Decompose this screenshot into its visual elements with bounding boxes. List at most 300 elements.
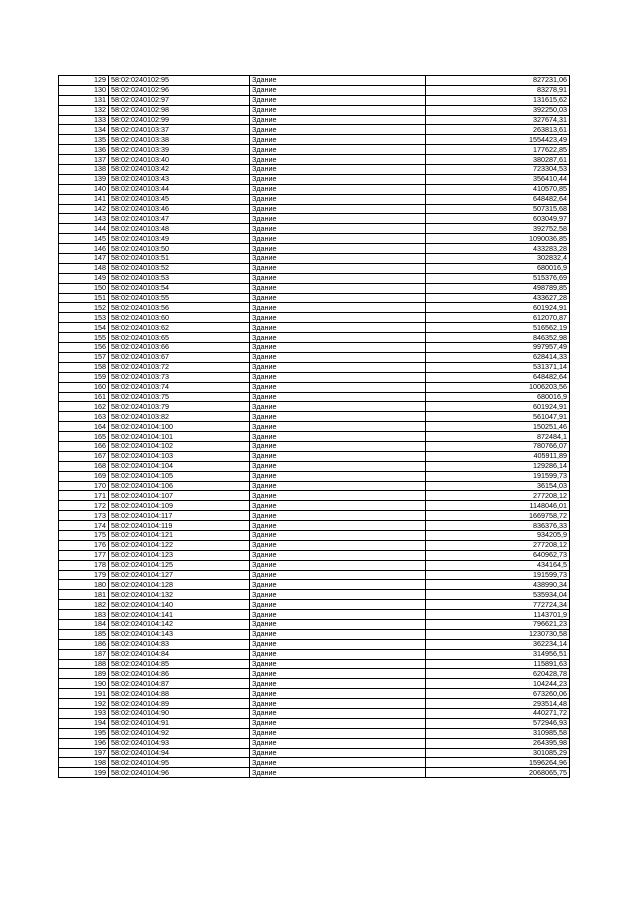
row-number-cell: 195 <box>59 728 109 738</box>
table-row <box>59 402 570 412</box>
object-type-cell: Здание <box>250 135 426 145</box>
table-row <box>59 352 570 362</box>
object-type-cell: Здание <box>250 155 426 165</box>
cadastral-number-cell: 58:02:0240103:79 <box>109 402 250 412</box>
cadastral-number-cell: 58:02:0240104:122 <box>109 540 250 550</box>
table-row <box>59 422 570 432</box>
value-cell: 1006203,56 <box>426 382 570 392</box>
row-number-cell: 188 <box>59 659 109 669</box>
row-number-cell: 187 <box>59 649 109 659</box>
row-number-cell: 198 <box>59 758 109 768</box>
value-cell: 433627,28 <box>426 293 570 303</box>
cadastral-number-cell: 58:02:0240104:117 <box>109 511 250 521</box>
value-cell: 648482,64 <box>426 372 570 382</box>
row-number-cell: 196 <box>59 738 109 748</box>
table-row <box>59 303 570 313</box>
cadastral-number-cell: 58:02:0240103:73 <box>109 372 250 382</box>
cadastral-number-cell: 58:02:0240103:45 <box>109 194 250 204</box>
cadastral-number-cell: 58:02:0240103:66 <box>109 343 250 353</box>
table-row <box>59 194 570 204</box>
cadastral-number-cell: 58:02:0240103:48 <box>109 224 250 234</box>
object-type-cell: Здание <box>250 333 426 343</box>
value-cell: 356410,44 <box>426 174 570 184</box>
object-type-cell: Здание <box>250 530 426 540</box>
object-type-cell: Здание <box>250 343 426 353</box>
cadastral-number-cell: 58:02:0240104:87 <box>109 679 250 689</box>
cadastral-number-cell: 58:02:0240104:90 <box>109 709 250 719</box>
value-cell: 2068065,75 <box>426 768 570 778</box>
cadastral-number-cell: 58:02:0240104:83 <box>109 639 250 649</box>
object-type-cell: Здание <box>250 590 426 600</box>
table-row <box>59 234 570 244</box>
row-number-cell: 134 <box>59 125 109 135</box>
cadastral-number-cell: 58:02:0240103:43 <box>109 174 250 184</box>
row-number-cell: 173 <box>59 511 109 521</box>
object-type-cell: Здание <box>250 540 426 550</box>
cadastral-number-cell: 58:02:0240103:53 <box>109 273 250 283</box>
table-row <box>59 174 570 184</box>
table-row <box>59 95 570 105</box>
value-cell: 438990,34 <box>426 580 570 590</box>
table-row <box>59 333 570 343</box>
row-number-cell: 130 <box>59 85 109 95</box>
value-cell: 310985,58 <box>426 728 570 738</box>
object-type-cell: Здание <box>250 263 426 273</box>
cadastral-number-cell: 58:02:0240103:47 <box>109 214 250 224</box>
cadastral-number-cell: 58:02:0240104:91 <box>109 718 250 728</box>
table-row <box>59 699 570 709</box>
object-type-cell: Здание <box>250 728 426 738</box>
object-type-cell: Здание <box>250 283 426 293</box>
value-cell: 263813,61 <box>426 125 570 135</box>
cadastral-number-cell: 58:02:0240104:141 <box>109 610 250 620</box>
row-number-cell: 192 <box>59 699 109 709</box>
cadastral-number-cell: 58:02:0240104:143 <box>109 629 250 639</box>
value-cell: 1090036,85 <box>426 234 570 244</box>
value-cell: 872484,1 <box>426 432 570 442</box>
value-cell: 327674,31 <box>426 115 570 125</box>
data-table <box>58 75 570 778</box>
object-type-cell: Здание <box>250 521 426 531</box>
object-type-cell: Здание <box>250 323 426 333</box>
table-row <box>59 372 570 382</box>
table-row <box>59 728 570 738</box>
table-row <box>59 451 570 461</box>
row-number-cell: 158 <box>59 362 109 372</box>
row-number-cell: 172 <box>59 501 109 511</box>
row-number-cell: 180 <box>59 580 109 590</box>
value-cell: 1669758,72 <box>426 511 570 521</box>
cadastral-number-cell: 58:02:0240104:106 <box>109 481 250 491</box>
row-number-cell: 154 <box>59 323 109 333</box>
row-number-cell: 163 <box>59 412 109 422</box>
table-row <box>59 362 570 372</box>
cadastral-number-cell: 58:02:0240103:42 <box>109 165 250 175</box>
value-cell: 191599,73 <box>426 471 570 481</box>
value-cell: 640962,73 <box>426 550 570 560</box>
value-cell: 827231,06 <box>426 76 570 86</box>
value-cell: 780766,07 <box>426 441 570 451</box>
cadastral-number-cell: 58:02:0240104:84 <box>109 649 250 659</box>
cadastral-number-cell: 58:02:0240104:140 <box>109 600 250 610</box>
row-number-cell: 131 <box>59 95 109 105</box>
row-number-cell: 170 <box>59 481 109 491</box>
object-type-cell: Здание <box>250 105 426 115</box>
table-row <box>59 204 570 214</box>
row-number-cell: 139 <box>59 174 109 184</box>
value-cell: 264395,98 <box>426 738 570 748</box>
object-type-cell: Здание <box>250 254 426 264</box>
object-type-cell: Здание <box>250 451 426 461</box>
row-number-cell: 146 <box>59 244 109 254</box>
cadastral-number-cell: 58:02:0240104:125 <box>109 560 250 570</box>
object-type-cell: Здание <box>250 768 426 778</box>
object-type-cell: Здание <box>250 303 426 313</box>
row-number-cell: 181 <box>59 590 109 600</box>
table-row <box>59 689 570 699</box>
cadastral-number-cell: 58:02:0240103:82 <box>109 412 250 422</box>
table-row <box>59 155 570 165</box>
value-cell: 1230730,58 <box>426 629 570 639</box>
table-row <box>59 758 570 768</box>
object-type-cell: Здание <box>250 194 426 204</box>
cadastral-number-cell: 58:02:0240103:60 <box>109 313 250 323</box>
value-cell: 362234,14 <box>426 639 570 649</box>
cadastral-number-cell: 58:02:0240103:65 <box>109 333 250 343</box>
object-type-cell: Здание <box>250 511 426 521</box>
value-cell: 83278,91 <box>426 85 570 95</box>
row-number-cell: 185 <box>59 629 109 639</box>
value-cell: 628414,33 <box>426 352 570 362</box>
row-number-cell: 175 <box>59 530 109 540</box>
value-cell: 293514,48 <box>426 699 570 709</box>
table-row <box>59 738 570 748</box>
cadastral-number-cell: 58:02:0240104:104 <box>109 461 250 471</box>
cadastral-number-cell: 58:02:0240104:103 <box>109 451 250 461</box>
cadastral-number-cell: 58:02:0240104:89 <box>109 699 250 709</box>
table-row <box>59 511 570 521</box>
object-type-cell: Здание <box>250 372 426 382</box>
value-cell: 507315,68 <box>426 204 570 214</box>
cadastral-number-cell: 58:02:0240104:128 <box>109 580 250 590</box>
value-cell: 796621,23 <box>426 619 570 629</box>
row-number-cell: 147 <box>59 254 109 264</box>
row-number-cell: 136 <box>59 145 109 155</box>
value-cell: 301085,29 <box>426 748 570 758</box>
value-cell: 410570,85 <box>426 184 570 194</box>
object-type-cell: Здание <box>250 501 426 511</box>
object-type-cell: Здание <box>250 560 426 570</box>
table-row <box>59 629 570 639</box>
cadastral-number-cell: 58:02:0240103:72 <box>109 362 250 372</box>
cadastral-number-cell: 58:02:0240104:119 <box>109 521 250 531</box>
row-number-cell: 166 <box>59 441 109 451</box>
cadastral-number-cell: 58:02:0240104:93 <box>109 738 250 748</box>
cadastral-number-cell: 58:02:0240104:101 <box>109 432 250 442</box>
row-number-cell: 164 <box>59 422 109 432</box>
object-type-cell: Здание <box>250 461 426 471</box>
object-type-cell: Здание <box>250 125 426 135</box>
object-type-cell: Здание <box>250 649 426 659</box>
object-type-cell: Здание <box>250 204 426 214</box>
object-type-cell: Здание <box>250 174 426 184</box>
object-type-cell: Здание <box>250 76 426 86</box>
cadastral-number-cell: 58:02:0240103:52 <box>109 263 250 273</box>
cadastral-number-cell: 58:02:0240103:51 <box>109 254 250 264</box>
table-row <box>59 293 570 303</box>
cadastral-number-cell: 58:02:0240103:39 <box>109 145 250 155</box>
table-row <box>59 530 570 540</box>
table-row <box>59 115 570 125</box>
object-type-cell: Здание <box>250 570 426 580</box>
table-row <box>59 659 570 669</box>
object-type-cell: Здание <box>250 422 426 432</box>
table-row <box>59 283 570 293</box>
value-cell: 380287,61 <box>426 155 570 165</box>
object-type-cell: Здание <box>250 224 426 234</box>
value-cell: 191599,73 <box>426 570 570 580</box>
row-number-cell: 186 <box>59 639 109 649</box>
row-number-cell: 155 <box>59 333 109 343</box>
object-type-cell: Здание <box>250 115 426 125</box>
row-number-cell: 152 <box>59 303 109 313</box>
table-row <box>59 580 570 590</box>
table-row <box>59 145 570 155</box>
object-type-cell: Здание <box>250 184 426 194</box>
object-type-cell: Здание <box>250 382 426 392</box>
object-type-cell: Здание <box>250 95 426 105</box>
table-row <box>59 590 570 600</box>
value-cell: 405911,89 <box>426 451 570 461</box>
object-type-cell: Здание <box>250 273 426 283</box>
table-row <box>59 481 570 491</box>
cadastral-number-cell: 58:02:0240102:98 <box>109 105 250 115</box>
cadastral-number-cell: 58:02:0240103:67 <box>109 352 250 362</box>
value-cell: 620428,78 <box>426 669 570 679</box>
table-row <box>59 273 570 283</box>
row-number-cell: 194 <box>59 718 109 728</box>
cadastral-number-cell: 58:02:0240104:142 <box>109 619 250 629</box>
object-type-cell: Здание <box>250 718 426 728</box>
row-number-cell: 141 <box>59 194 109 204</box>
table-row <box>59 669 570 679</box>
cadastral-number-cell: 58:02:0240103:46 <box>109 204 250 214</box>
row-number-cell: 189 <box>59 669 109 679</box>
row-number-cell: 153 <box>59 313 109 323</box>
object-type-cell: Здание <box>250 432 426 442</box>
value-cell: 115891,63 <box>426 659 570 669</box>
value-cell: 392250,03 <box>426 105 570 115</box>
table-row <box>59 76 570 86</box>
cadastral-number-cell: 58:02:0240102:97 <box>109 95 250 105</box>
cadastral-number-cell: 58:02:0240104:86 <box>109 669 250 679</box>
row-number-cell: 148 <box>59 263 109 273</box>
table-row <box>59 570 570 580</box>
table-row <box>59 550 570 560</box>
value-cell: 601924,91 <box>426 303 570 313</box>
cadastral-number-cell: 58:02:0240104:100 <box>109 422 250 432</box>
row-number-cell: 156 <box>59 343 109 353</box>
value-cell: 392752,58 <box>426 224 570 234</box>
object-type-cell: Здание <box>250 481 426 491</box>
table-row <box>59 313 570 323</box>
row-number-cell: 165 <box>59 432 109 442</box>
row-number-cell: 178 <box>59 560 109 570</box>
row-number-cell: 182 <box>59 600 109 610</box>
value-cell: 440271,72 <box>426 709 570 719</box>
value-cell: 177622,85 <box>426 145 570 155</box>
object-type-cell: Здание <box>250 758 426 768</box>
cadastral-number-cell: 58:02:0240102:99 <box>109 115 250 125</box>
value-cell: 673260,06 <box>426 689 570 699</box>
object-type-cell: Здание <box>250 491 426 501</box>
value-cell: 104244,23 <box>426 679 570 689</box>
object-type-cell: Здание <box>250 689 426 699</box>
value-cell: 535934,04 <box>426 590 570 600</box>
row-number-cell: 174 <box>59 521 109 531</box>
table-row <box>59 105 570 115</box>
table-row <box>59 441 570 451</box>
object-type-cell: Здание <box>250 214 426 224</box>
table-row <box>59 85 570 95</box>
object-type-cell: Здание <box>250 619 426 629</box>
cadastral-number-cell: 58:02:0240104:95 <box>109 758 250 768</box>
table-row <box>59 600 570 610</box>
value-cell: 277208,12 <box>426 540 570 550</box>
row-number-cell: 161 <box>59 392 109 402</box>
cadastral-number-cell: 58:02:0240104:121 <box>109 530 250 540</box>
table-row <box>59 382 570 392</box>
row-number-cell: 150 <box>59 283 109 293</box>
table-row <box>59 214 570 224</box>
object-type-cell: Здание <box>250 165 426 175</box>
table-row <box>59 709 570 719</box>
table-row <box>59 521 570 531</box>
object-type-cell: Здание <box>250 293 426 303</box>
cadastral-number-cell: 58:02:0240103:37 <box>109 125 250 135</box>
row-number-cell: 137 <box>59 155 109 165</box>
value-cell: 846352,98 <box>426 333 570 343</box>
row-number-cell: 144 <box>59 224 109 234</box>
object-type-cell: Здание <box>250 748 426 758</box>
value-cell: 498789,85 <box>426 283 570 293</box>
value-cell: 612070,87 <box>426 313 570 323</box>
row-number-cell: 169 <box>59 471 109 481</box>
value-cell: 277208,12 <box>426 491 570 501</box>
value-cell: 997957,49 <box>426 343 570 353</box>
row-number-cell: 142 <box>59 204 109 214</box>
row-number-cell: 193 <box>59 709 109 719</box>
cadastral-number-cell: 58:02:0240103:44 <box>109 184 250 194</box>
cadastral-number-cell: 58:02:0240104:123 <box>109 550 250 560</box>
value-cell: 131615,62 <box>426 95 570 105</box>
row-number-cell: 197 <box>59 748 109 758</box>
table-row <box>59 679 570 689</box>
value-cell: 1148046,01 <box>426 501 570 511</box>
value-cell: 1554423,49 <box>426 135 570 145</box>
table-row <box>59 254 570 264</box>
object-type-cell: Здание <box>250 392 426 402</box>
object-type-cell: Здание <box>250 699 426 709</box>
value-cell: 314956,51 <box>426 649 570 659</box>
table-row <box>59 343 570 353</box>
table-row <box>59 649 570 659</box>
table-body <box>59 76 570 778</box>
row-number-cell: 145 <box>59 234 109 244</box>
table-row <box>59 501 570 511</box>
cadastral-number-cell: 58:02:0240104:127 <box>109 570 250 580</box>
table-row <box>59 125 570 135</box>
cadastral-number-cell: 58:02:0240102:95 <box>109 76 250 86</box>
table-row <box>59 619 570 629</box>
cadastral-number-cell: 58:02:0240104:92 <box>109 728 250 738</box>
object-type-cell: Здание <box>250 362 426 372</box>
object-type-cell: Здание <box>250 402 426 412</box>
row-number-cell: 129 <box>59 76 109 86</box>
cadastral-number-cell: 58:02:0240104:107 <box>109 491 250 501</box>
value-cell: 836376,33 <box>426 521 570 531</box>
value-cell: 680016,9 <box>426 392 570 402</box>
table-row <box>59 224 570 234</box>
object-type-cell: Здание <box>250 679 426 689</box>
value-cell: 680016,9 <box>426 263 570 273</box>
cadastral-number-cell: 58:02:0240104:102 <box>109 441 250 451</box>
object-type-cell: Здание <box>250 669 426 679</box>
row-number-cell: 184 <box>59 619 109 629</box>
object-type-cell: Здание <box>250 550 426 560</box>
table-row <box>59 491 570 501</box>
object-type-cell: Здание <box>250 313 426 323</box>
row-number-cell: 176 <box>59 540 109 550</box>
cadastral-number-cell: 58:02:0240104:132 <box>109 590 250 600</box>
table-row <box>59 540 570 550</box>
value-cell: 1596264,96 <box>426 758 570 768</box>
cadastral-number-cell: 58:02:0240104:94 <box>109 748 250 758</box>
object-type-cell: Здание <box>250 85 426 95</box>
row-number-cell: 190 <box>59 679 109 689</box>
table-row <box>59 263 570 273</box>
cadastral-number-cell: 58:02:0240103:55 <box>109 293 250 303</box>
object-type-cell: Здание <box>250 600 426 610</box>
cadastral-number-cell: 58:02:0240104:109 <box>109 501 250 511</box>
value-cell: 561047,91 <box>426 412 570 422</box>
row-number-cell: 143 <box>59 214 109 224</box>
value-cell: 723304,53 <box>426 165 570 175</box>
cadastral-number-cell: 58:02:0240102:96 <box>109 85 250 95</box>
cadastral-number-cell: 58:02:0240103:74 <box>109 382 250 392</box>
row-number-cell: 199 <box>59 768 109 778</box>
value-cell: 601924,91 <box>426 402 570 412</box>
value-cell: 934205,9 <box>426 530 570 540</box>
cadastral-number-cell: 58:02:0240104:88 <box>109 689 250 699</box>
table-row <box>59 768 570 778</box>
row-number-cell: 138 <box>59 165 109 175</box>
value-cell: 572946,93 <box>426 718 570 728</box>
cadastral-number-cell: 58:02:0240103:75 <box>109 392 250 402</box>
row-number-cell: 159 <box>59 372 109 382</box>
value-cell: 648482,64 <box>426 194 570 204</box>
row-number-cell: 157 <box>59 352 109 362</box>
row-number-cell: 151 <box>59 293 109 303</box>
table-row <box>59 184 570 194</box>
object-type-cell: Здание <box>250 234 426 244</box>
table-row <box>59 748 570 758</box>
value-cell: 1143701,9 <box>426 610 570 620</box>
cadastral-number-cell: 58:02:0240103:40 <box>109 155 250 165</box>
value-cell: 531371,14 <box>426 362 570 372</box>
value-cell: 150251,46 <box>426 422 570 432</box>
value-cell: 515376,69 <box>426 273 570 283</box>
